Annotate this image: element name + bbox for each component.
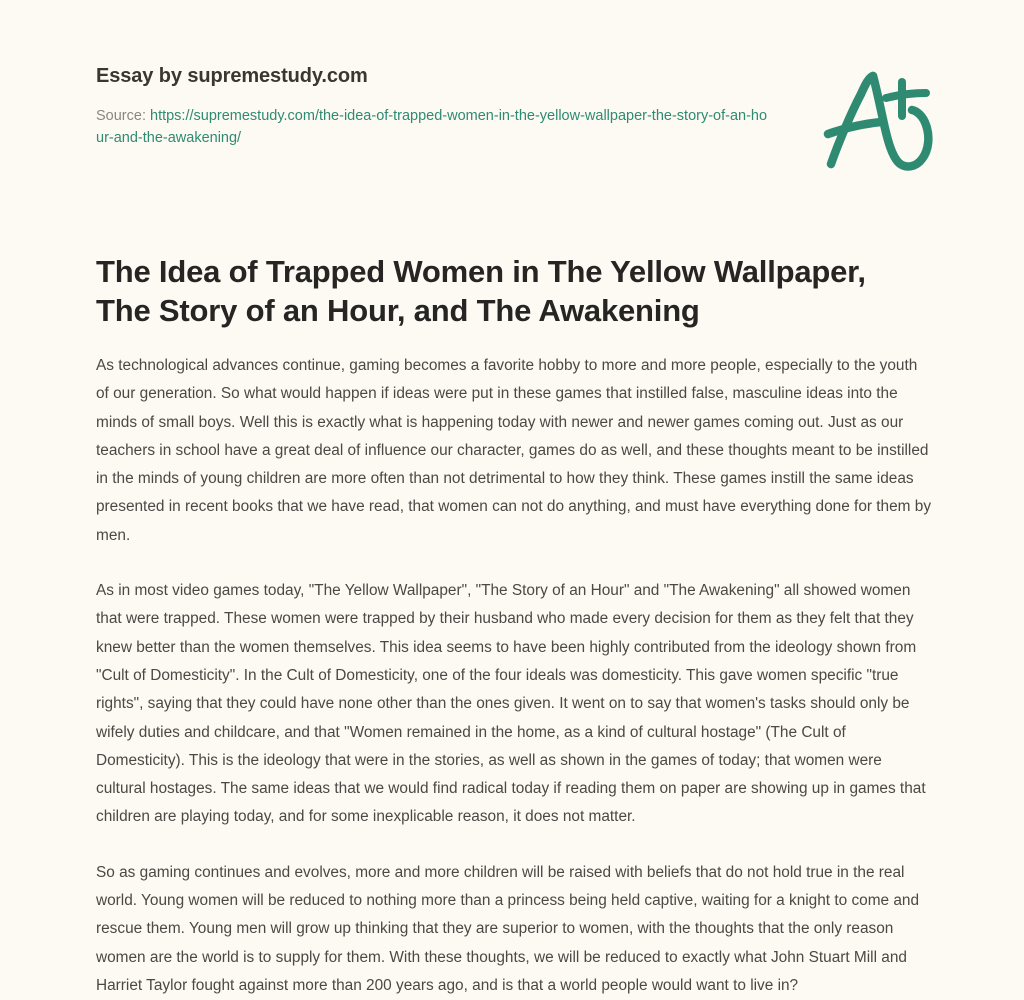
a-plus-logo-icon: [812, 68, 944, 172]
essay-byline: Essay by supremestudy.com: [96, 65, 368, 87]
body-paragraph: As technological advances continue, gaming becomes a favorite hobby to more and more people, especially to the youth of our generation. So what would happen if ideas were put in these games that instilled false, masculine ideas into the minds of small boys. Well this is exactly what is happening today with newer and newer games coming out. Just as our teachers in school have a great deal of influence our character, games do as well, and these thoughts meant to be instilled in the minds of young children are more often than not detrimental to how they think. These games instill the same ideas presented in recent books that we have read, that women can not do anything, and must have everything done for them by men.: [96, 357, 932, 544]
body-paragraph: So as gaming continues and evolves, more and more children will be raised with beliefs that do not hold true in the real world. Young women will be reduced to nothing more than a princess being held captive, waiting for a knight to come and rescue them. Young men will grow up thinking that they are superior to women, with the thoughts that the only reason women are the world is to supply for them. With these thoughts, we will be reduced to exactly what John Stuart Mill and Harriet Taylor fought against more than 200 years ago, and is that a world people would want to live in?: [96, 863, 920, 994]
a-plus-logo: [812, 68, 944, 172]
essay-body: [96, 352, 932, 1000]
body-paragraph: As in most video games today, "The Yellow Wallpaper", "The Story of an Hour" and "The Awakening" all showed women that were trapped. These women were trapped by their husband who made every decision for them as they felt that they knew better than the women themselves. This idea seems to have been highly contributed from the ideology shown from "Cult of Domesticity". In the Cult of Domesticity, one of the four ideals was domesticity. This gave women specific "true rights", saying that they could have none other than the ones given. It went on to say that women's tasks should only be wifely duties and childcare, and that "Women remained in the home, as a kind of cultural hostage" (The Cult of Domesticity). This is the ideology that were in the stories, as well as shown in the games of today; that women were cultural hostages. The same ideas that we would find radical today if reading them on paper are showing up in games that children are playing today, and for some inexplicable reason, it does not matter.: [96, 582, 926, 826]
source-line: [96, 105, 768, 149]
source-url-link[interactable]: https://supremestudy.com/the-idea-of-trapped-women-in-the-yellow-wallpaper-the-story-of-an-hour-and-the-awakening/: [96, 108, 768, 146]
source-label: Source:: [96, 108, 150, 124]
document-header: [96, 63, 776, 149]
page-title: The Idea of Trapped Women in The Yellow Wallpaper, The Story of an Hour, and The Awakening: [96, 254, 866, 328]
